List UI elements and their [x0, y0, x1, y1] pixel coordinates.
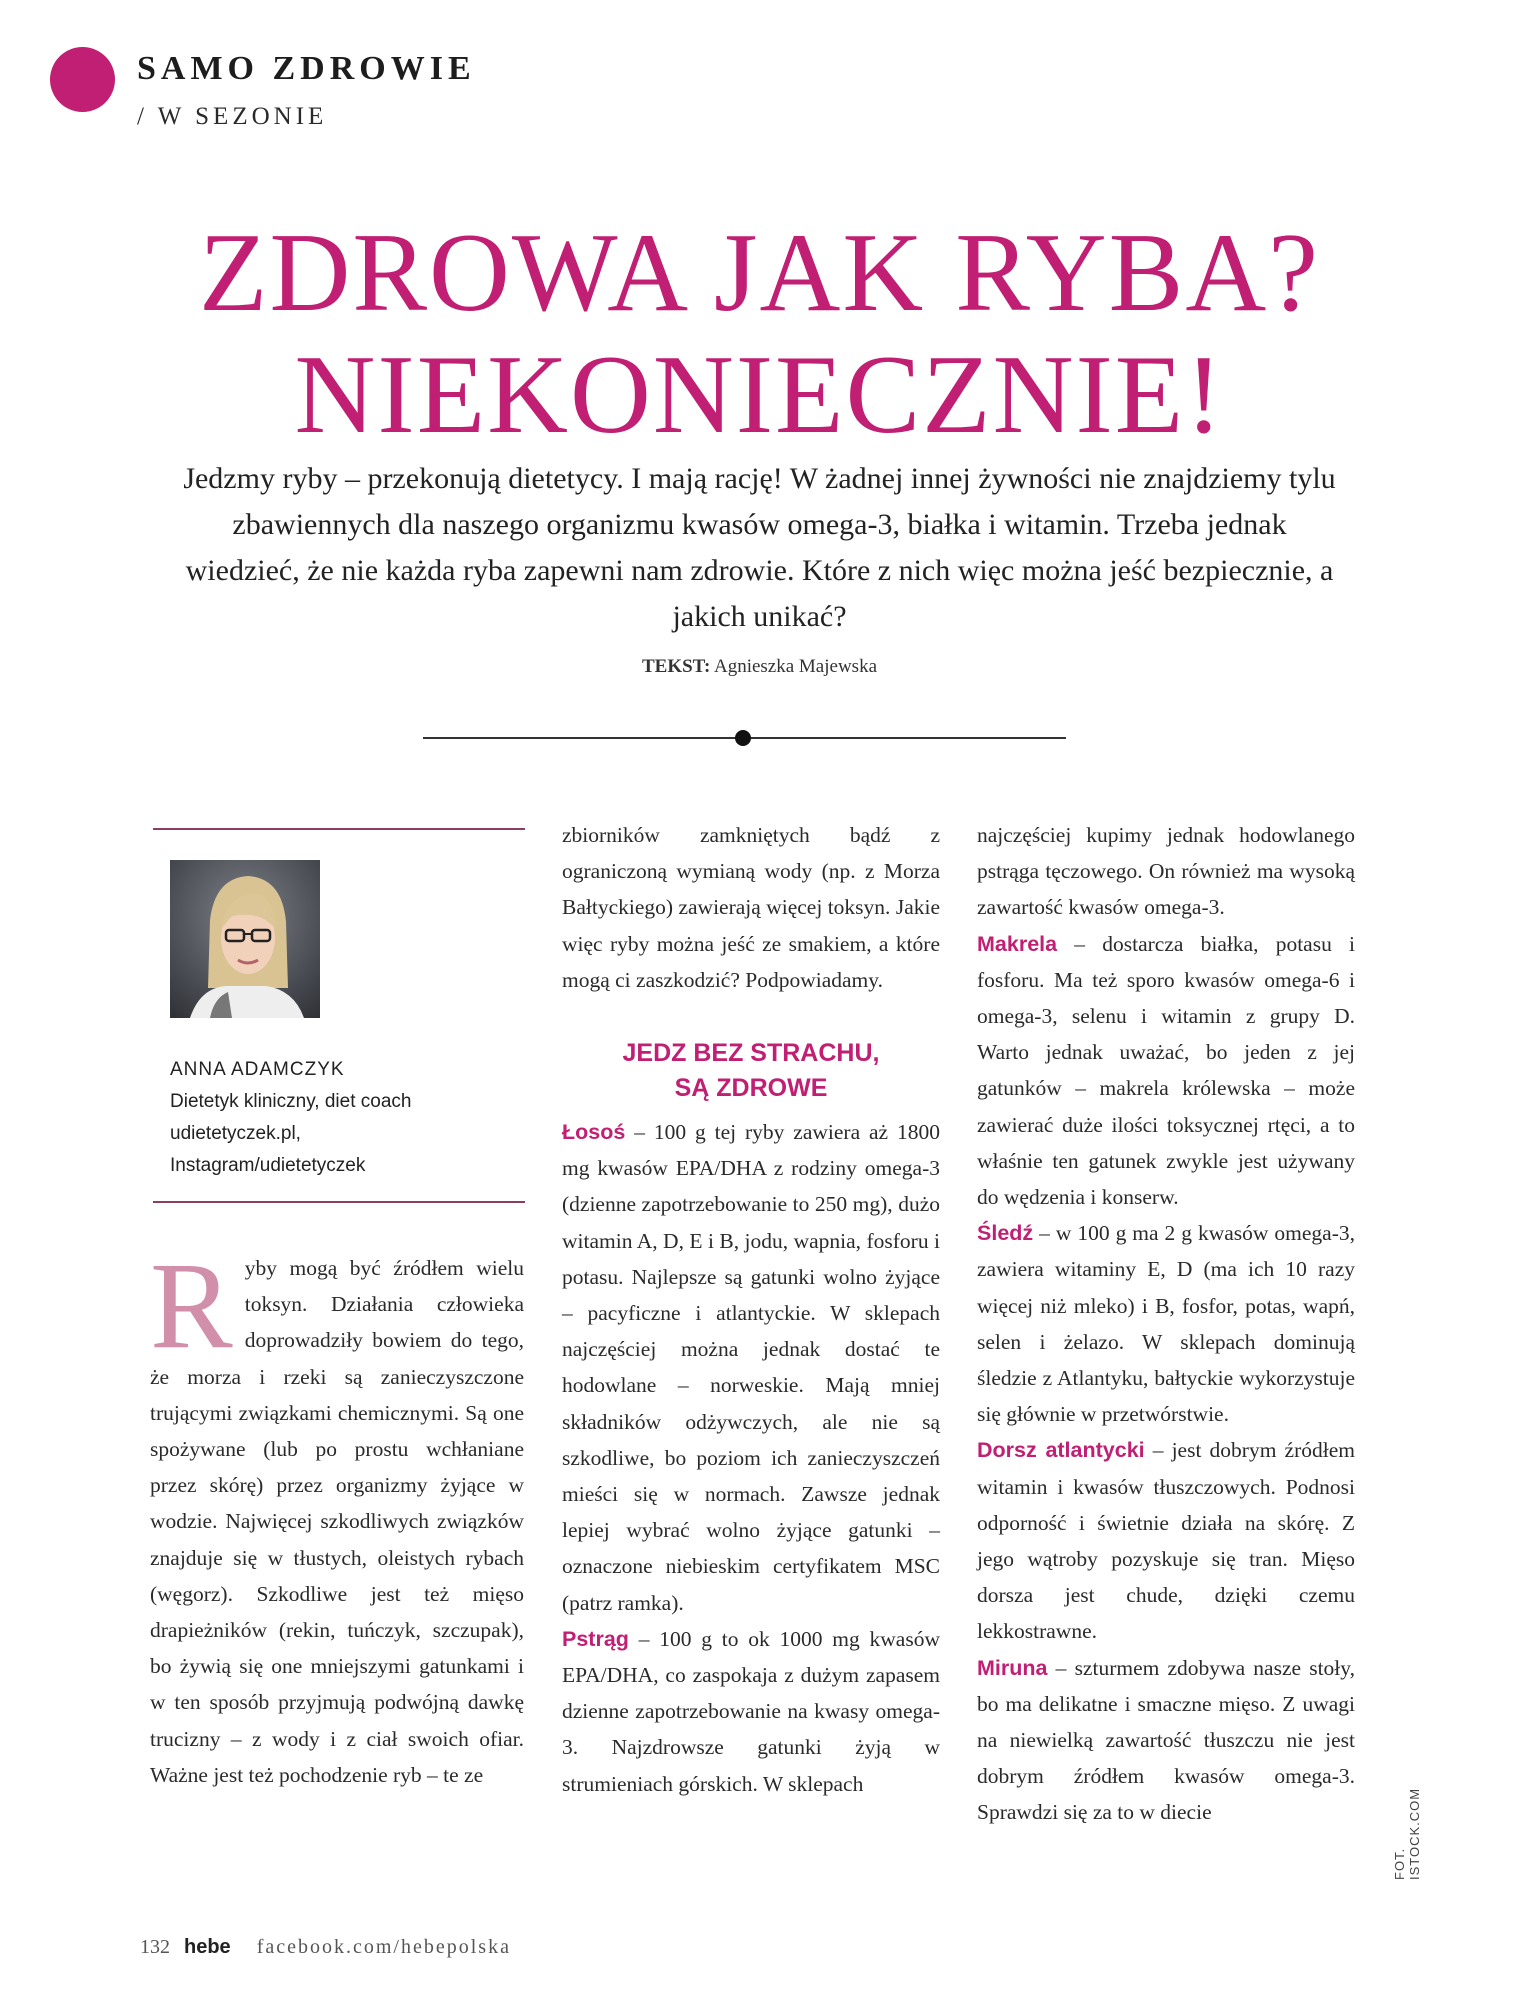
page-number: 132	[140, 1936, 170, 1958]
fish-text-losos: – 100 g tej ryby zawiera aż 1800 mg kwasów EPA/DHA z rodziny omega-3 (dzienne zapotrzebowanie to 250 mg), dużo witamin A, D, E i B, jodu, wapnia, fosforu i potasu. Najlepsze są gatunki wolno żyjące – pacyficzne i atlantyckie. W sklepach najczęściej można jednak dostać te hodowlane – norweskie. Mają mniej składników odżywczych, ale nie są szkodliwe, bo poziom ich zanieczyszczeń mieści się w normach. Zawsze jednak lepiej wybrać wolno żyjące gatunki – oznaczone niebieskim certyfikatem MSC (patrz ramka).	[562, 1120, 940, 1615]
article-column-2	[562, 817, 940, 1802]
column-3-intro: najczęściej kupimy jednak hodowlanego pstrąga tęczowego. On również ma wysoką zawartość kwasów omega-3.	[977, 823, 1355, 920]
expert-site: udietetyczek.pl,	[170, 1123, 301, 1144]
article-column-3	[977, 817, 1355, 1831]
lead-paragraph: Jedzmy ryby – przekonują dietetycy. I mają rację! W żadnej innej żywności nie znajdziemy tylu zbawiennych dla naszego organizmu kwasów omega-3, białka i witamin. Trzeba jednak wiedzieć, że nie każda ryba zapewni nam zdrowie. Które z nich więc można jeść bezpiecznie, a jakich unikać?	[183, 462, 1336, 633]
fish-name-pstrag: Pstrąg	[562, 1626, 629, 1651]
expert-info	[170, 1054, 411, 1182]
section-dot	[50, 47, 115, 112]
subheading	[562, 1036, 940, 1106]
fish-name-makrela: Makrela	[977, 931, 1058, 956]
divider-dot	[735, 730, 751, 746]
fish-name-sledz: Śledź	[977, 1221, 1034, 1246]
headline-line-2: NIEKONIECZNIE!	[294, 333, 1225, 457]
fish-name-dorsz: Dorsz atlantycki	[977, 1438, 1145, 1463]
fish-name-miruna: Miruna	[977, 1655, 1048, 1680]
page-footer	[140, 1936, 511, 1959]
subheading-line-1: JEDZ BEZ STRACHU,	[622, 1039, 880, 1068]
expert-box-top-rule	[153, 828, 525, 830]
column-1-text: yby mogą być źródłem wielu toksyn. Działania człowieka doprowadziły bowiem do tego, że morza i rzeki są zanieczyszczone trującymi związkami chemicznymi. Są one spożywane (lub po prostu wchłaniane przez skórę) przez organizmy żyjące w wodzie. Najwięcej szkodliwych związków znajduje się w tłustych, oleistych rybach (węgorz). Szkodliwe jest też mięso drapieżników (rekin, tuńczyk, szczupak), bo żywią się one mniejszymi gatunkami i w ten sposób przyjmują podwójną dawkę trucizny – z wody i z ciał swoich ofiar. Ważne jest też pochodzenie ryb – te ze	[150, 1256, 524, 1787]
section-title: SAMO ZDROWIE	[137, 50, 476, 87]
fish-name-losos: Łosoś	[562, 1120, 626, 1145]
byline-name: Agnieszka Majewska	[713, 656, 877, 677]
fish-text-sledz: – w 100 g ma 2 g kwasów omega-3, zawiera witaminy E, D (ma ich 10 razy więcej niż mleko) i B, fosfor, potas, wapń, selen i żelazo. W sklepach dominują śledzie z Atlantyku, bałtyckie wykorzystuje się głównie w przetwórstwie.	[977, 1221, 1355, 1427]
expert-instagram: Instagram/udietetyczek	[170, 1155, 366, 1176]
section-subtitle: / W SEZONIE	[137, 103, 328, 130]
expert-photo	[170, 860, 320, 1018]
expert-box-bottom-rule	[153, 1201, 525, 1203]
byline-label: TEKST:	[641, 656, 711, 677]
headline	[0, 212, 1519, 456]
fish-text-miruna: – szturmem zdobywa nasze stoły, bo ma delikatne i smaczne mięso. Z uwagi na niewielką zawartość tłuszczu nie jest dobrym źródłem kwasów omega-3. Sprawdzi się za to w diecie	[977, 1655, 1355, 1825]
expert-name: ANNA ADAMCZYK	[170, 1059, 345, 1080]
footer-url[interactable]: facebook.com/hebepolska	[256, 1936, 511, 1958]
drop-cap: R	[150, 1237, 233, 1374]
subheading-line-2: SĄ ZDROWE	[674, 1074, 828, 1103]
fish-text-dorsz: – jest dobrym źródłem witamin i kwasów tłuszczowych. Podnosi odporność i świetnie działa na skórę. Z jego wątroby pozyskuje się tran. Mięso dorsza jest chude, dzięki czemu lekkostrawne.	[977, 1438, 1355, 1644]
footer-brand: hebe	[184, 1936, 231, 1958]
fish-text-pstrag: – 100 g to ok 1000 mg kwasów EPA/DHA, co zaspokaja z dużym zapasem dzienne zapotrzebowanie na kwasy omega-3. Najzdrowsze gatunki żyją w strumieniach górskich. W sklepach	[562, 1626, 940, 1796]
headline-line-1: ZDROWA JAK RYBA?	[199, 211, 1320, 335]
fish-text-makrela: – dostarcza białka, potasu i fosforu. Ma też sporo kwasów omega-6 i omega-3, selenu i witamin z grupy D. Warto jednak uważać, bo jeden z jej gatunków – makrela królewska – może zawierać duże ilości toksycznej rtęci, a to właśnie ten gatunek zwykle jest używany do wędzenia i konserw.	[977, 931, 1355, 1210]
article-column-1	[150, 1237, 524, 1793]
column-2-intro: zbiorników zamkniętych bądź z ograniczoną wymianą wody (np. z Morza Bałtyckiego) zawierają więcej toksyn. Jakie więc ryby można jeść ze smakiem, a które mogą ci zaszkodzić? Podpowiadamy.	[562, 823, 940, 992]
photo-credit: FOT. ISTOCK.COM	[1392, 1787, 1422, 1880]
expert-role: Dietetyk kliniczny, diet coach	[170, 1091, 412, 1112]
byline	[0, 656, 1519, 678]
